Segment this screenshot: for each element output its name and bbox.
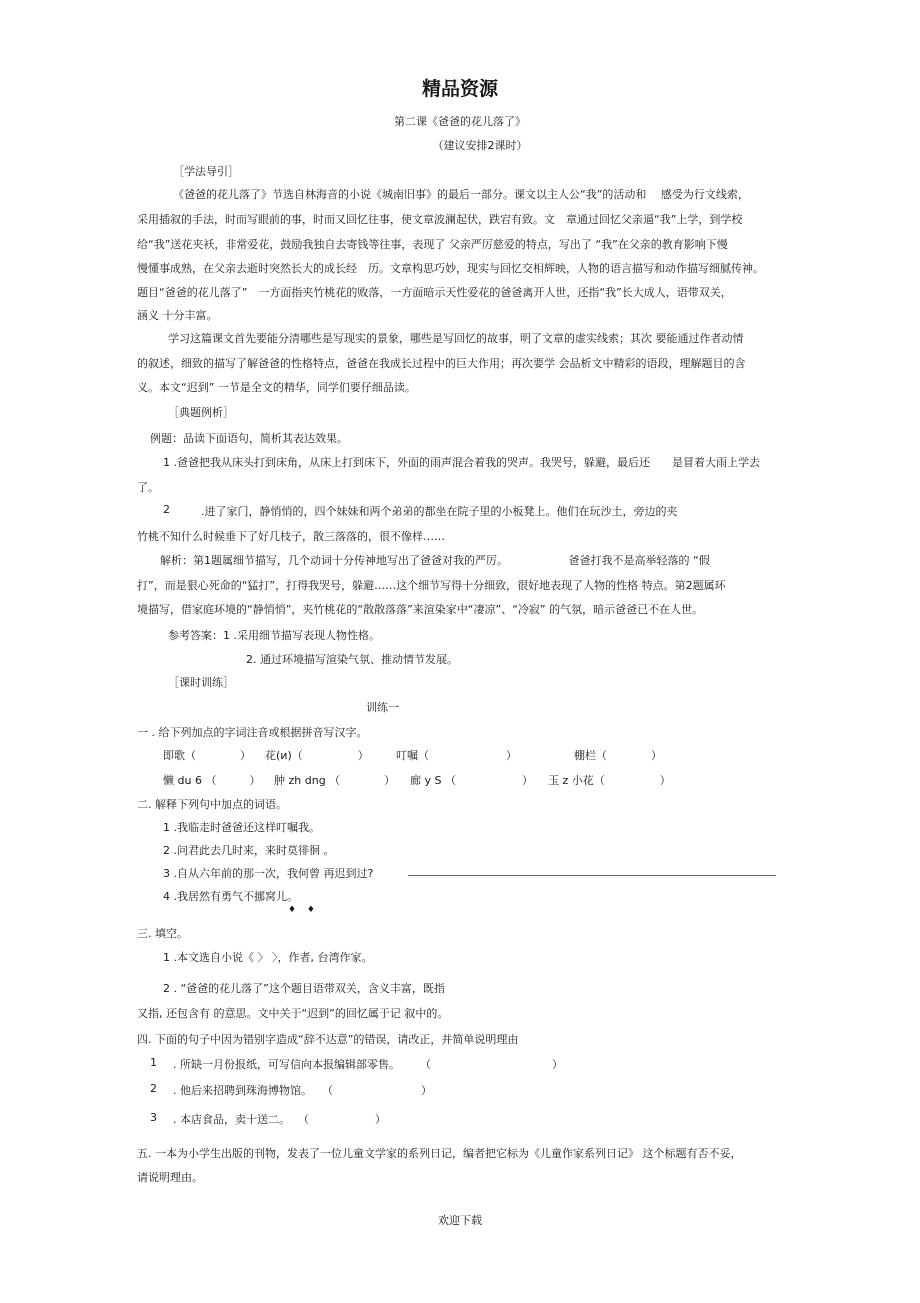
training-title: 训练一 xyxy=(366,701,399,714)
section-heading-guide: ［学法导引］ xyxy=(173,165,239,178)
question-5: 五. 一本为小学生出版的刊物，发表了一位儿童文学家的系列日记，编者把它标为《儿童作家系列日记》 这个标题有否不妥， xyxy=(137,1147,742,1160)
emphasis-marks: ♦ ♦ xyxy=(288,905,319,915)
lesson-title: 第二课《爸爸的花儿落了》 xyxy=(394,115,526,128)
guide-line: 涵义 十分丰富。 xyxy=(137,309,218,322)
question-4-item: . 他后来招聘到珠海博物馆。 xyxy=(173,1084,312,1097)
question-4-number: 2 xyxy=(150,1082,157,1095)
blank-item: 廊 y S （ ） xyxy=(410,774,533,787)
question-3-item: 1 .本文选自小说《 〉 〉，作者, 台湾作家。 xyxy=(163,951,373,964)
blank-item: 叮嘱（ ） xyxy=(396,749,517,762)
question-1: 一 . 给下列加点的字词注音或根据拼音写汉字。 xyxy=(137,726,368,739)
blank-item: 花(и)（ ） xyxy=(265,749,369,762)
question-4: 四. 下面的句子中因为错别字造成“辞不达意”的错误，请改正，并简单说明理由 xyxy=(137,1033,519,1046)
example-sentence: 1 .爸爸把我从床头打到床角，从床上打到床下，外面的雨声混合着我的哭声。我哭号，躲避，最后还 是冒着大雨上学去 xyxy=(163,456,760,469)
guide-line: 题目“爸爸的花儿落了” 一方面指夹竹桃花的败落，一方面暗示天性爱花的爸爸离开人世，还指“我”长大成人，语带双关， xyxy=(137,286,732,299)
guide-line: 学习这篇课文首先要能分清哪些是写现实的景象，哪些是写回忆的故事，明了文章的虚实线索；其次 要能通过作者动情 xyxy=(168,332,744,345)
answer-line: 2. 通过环境描写渲染气氛、推动情节发展。 xyxy=(246,653,458,666)
example-sentence: 竹桃不知什么时候垂下了好几枝子，散三落落的，很不像样…… xyxy=(137,530,445,543)
question-5: 请说明理由。 xyxy=(137,1171,203,1184)
question-4-item: . 所缺一月份报纸，可写信向本报编辑部零售。 xyxy=(173,1058,400,1071)
question-2-item: 2 .问君此去几时来，来时莫徘徊 。 xyxy=(163,844,335,857)
answer-bracket: （ ） xyxy=(322,1084,432,1097)
blank-item: 肿 zh dng （ ） xyxy=(274,774,396,787)
answer-line: 参考答案：1 .采用细节描写表现人物性格。 xyxy=(168,629,380,642)
guide-line: 给“我”送花夹袄，非常爱花，鼓励我独自去寄钱等往事，表现了 父亲严厉慈爱的特点，写出了 “我”在父亲的教育影响下慢 xyxy=(137,238,728,251)
question-4-number: 3 xyxy=(150,1111,157,1124)
answer-bracket: （ ） xyxy=(298,1113,386,1126)
lesson-hours: （建议安排2课时） xyxy=(432,139,528,152)
example-sentence: 了。 xyxy=(137,481,159,494)
analysis-line: 解析：第1题属细节描写，几个动词十分传神地写出了爸爸对我的严厉。 爸爸打我不是高举轻落的 “假 xyxy=(160,554,710,567)
blank-item: 棚栏（ ） xyxy=(574,749,662,762)
guide-line: 采用插叙的手法，时而写眼前的事，时而又回忆往事，使文章波澜起伏，跌宕有致。文 章通过回忆父亲逼“我”上学，到学校 xyxy=(137,213,743,226)
section-heading-training: ［课时训练］ xyxy=(168,676,234,689)
question-3: 三. 填空。 xyxy=(137,927,188,940)
example-prompt: 例题：品读下面语句，简析其表达效果。 xyxy=(150,432,348,445)
question-3-item: 2 . “爸爸的花儿落了”这个题目语带双关，含义丰富，既指 xyxy=(163,982,445,995)
question-2-item: 1 .我临走时爸爸还这样叮嘱我。 xyxy=(163,821,320,834)
answer-bracket: （ ） xyxy=(420,1058,563,1071)
analysis-line: 打”，而是狠心死命的“猛打”，打得我哭号，躲避……这个细节写得十分细致，很好地表现了人物的性格 特点。第2题属环 xyxy=(137,579,726,592)
example-sentence: .进了家门，静悄悄的，四个妹妹和两个弟弟的都坐在院子里的小板凳上。他们在玩沙土，旁边的夹 xyxy=(201,505,678,518)
guide-line: 《爸爸的花儿落了》节选自林海音的小说《城南旧事》的最后一部分。课文以主人公“我”的活动和 感受为行文线索， xyxy=(173,188,749,201)
section-heading-example: ［典题例析］ xyxy=(168,406,234,419)
analysis-line: 境描写，借家庭环境的“静悄悄”，夹竹桃花的“散散落落”来渲染家中“凄凉”、“冷寂” 的气氛，暗示爸爸已不在人世。 xyxy=(137,603,704,616)
question-3-item: 又指, 还包含有 的意思。文中关于“迟到”的回忆属于记 叙中的。 xyxy=(137,1007,449,1020)
guide-line: 慢懂事成熟，在父亲去逝时突然长大的成长经 历。文章构思巧妙，现实与回忆交相辉映，人物的语言描写和动作描写细腻传神。 xyxy=(137,262,764,275)
blank-item: 即歌（ ） xyxy=(163,749,251,762)
guide-line: 义。本文“迟到” 一节是全文的精华，同学们要仔细品读。 xyxy=(137,381,416,394)
answer-underline xyxy=(408,875,776,876)
example-sentence-number: 2 xyxy=(163,503,170,516)
question-4-number: 1 xyxy=(150,1056,157,1069)
question-2-item: 3 .自从六年前的那一次，我何曾 再迟到过? xyxy=(163,867,374,880)
footer-text: 欢迎下载 xyxy=(438,1214,482,1227)
blank-item: 玉 z 小花（ ） xyxy=(548,774,671,787)
page-title: 精品资源 xyxy=(421,78,498,100)
question-4-item: . 本店食品，卖十送二。 xyxy=(173,1113,290,1126)
blank-item: 懒 du 6 （ ） xyxy=(163,774,261,787)
question-2: 二. 解释下列句中加点的词语。 xyxy=(137,798,287,811)
question-2-item: 4 .我居然有勇气不挪窝儿。 xyxy=(163,890,298,903)
guide-line: 的叙述，细致的描写了解爸爸的性格特点，爸爸在我成长过程中的巨大作用；再次要学 会品析文中精彩的语段，理解题目的含 xyxy=(137,357,746,370)
